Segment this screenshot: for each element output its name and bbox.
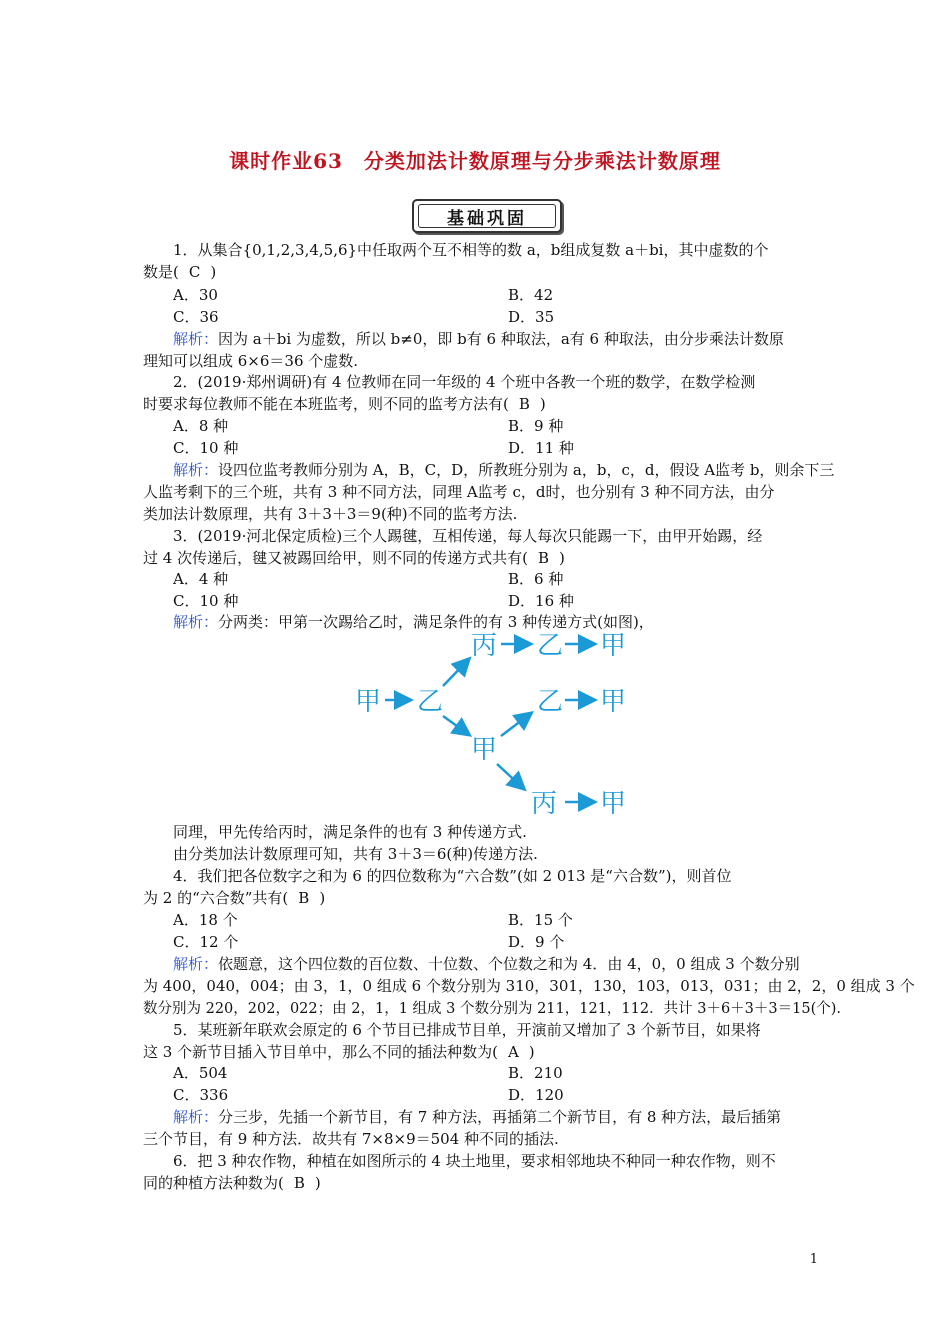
q5-solution-line2: 三个节目，有 9 种方法．故共有 7×8×9＝504 种不同的插法.: [143, 1130, 559, 1148]
tree-node-1: 甲: [355, 687, 382, 717]
q5-answer: A: [507, 1043, 519, 1061]
tree-arrow: [501, 714, 530, 736]
q3-stem-line2: 过 4 次传递后，毽又被踢回给甲，则不同的传递方式共有( B ): [143, 549, 565, 567]
tree-node-2: 乙: [417, 687, 444, 717]
q3-option-d: D．16 种: [508, 592, 574, 610]
tree-node-10: 甲: [600, 789, 627, 819]
q5-option-c: C．336: [173, 1086, 229, 1104]
q1-solution-line2: 理知可以组成 6×6＝36 个虚数.: [143, 352, 359, 370]
q4-answer: B: [298, 889, 310, 907]
q4-stem-line1: 4．我们把各位数字之和为 6 的四位数称为“六合数”(如 2 013 是“六合数”)，则首位: [173, 867, 732, 885]
tree-arrow: [497, 764, 523, 788]
q1-option-a: A．30: [173, 286, 218, 304]
q4-solution-line1: 解析：依题意，这个四位数的百位数、十位数、个位数之和为 4．由 4，0，0 组成 3 个数分别: [173, 955, 800, 973]
q2-option-a: A．8 种: [173, 417, 229, 435]
q5-stem-line1: 5．某班新年联欢会原定的 6 个节目已排成节目单，开演前又增加了 3 个新节目，如果将: [173, 1021, 761, 1039]
q2-stem-line2: 时要求每位教师不能在本班监考，则不同的监考方法有( B ): [143, 395, 546, 413]
q4-option-a: A．18 个: [173, 911, 238, 929]
q3-option-c: C．10 种: [173, 592, 239, 610]
pass-tree-diagram: [355, 630, 635, 820]
q2-option-b: B．9 种: [508, 417, 564, 435]
section-badge: [412, 199, 562, 233]
q3-option-b: B．6 种: [508, 570, 564, 588]
q3-solution-line1: 解析：分两类：甲第一次踢给乙时，满足条件的有 3 种传递方式(如图)，: [173, 613, 654, 631]
q4-option-d: D．9 个: [508, 933, 565, 951]
q2-solution-label: 解析：: [173, 461, 219, 479]
q2-answer: B: [518, 395, 530, 413]
q3-solution-line3: 由分类加法计数原理可知，共有 3＋3＝6(种)传递方法.: [173, 845, 538, 863]
q5-option-a: A．504: [173, 1064, 228, 1082]
q2-stem-line1: 2．(2019·郑州调研)有 4 位教师在同一年级的 4 个班中各教一个班的数学，在数学检测: [173, 373, 756, 391]
tree-node-3: 丙: [471, 631, 498, 661]
q1-stem-line2: 数是( C ): [143, 263, 217, 281]
q1-answer: C: [188, 263, 201, 281]
q4-solution-line3: 数分别为 220，202，022；由 2，1，1 组成 3 个数分别为 211，121，112．共计 3＋6＋3＋3＝15(个).: [143, 1001, 841, 1017]
q1-option-c: C．36: [173, 308, 219, 326]
q3-answer: B: [537, 549, 549, 567]
q5-solution-line1: 解析：分三步，先插一个新节目，有 7 种方法，再插第二个新节目，有 8 种方法，最后插第: [173, 1108, 782, 1126]
q2-option-d: D．11 种: [508, 439, 574, 457]
q5-option-d: D．120: [508, 1086, 564, 1104]
q3-solution-label: 解析：: [173, 613, 219, 631]
q3-stem-line1: 3．(2019·河北保定质检)三个人踢毽，互相传递，每人每次只能踢一下，由甲开始踢，经: [173, 527, 763, 545]
q5-solution-label: 解析：: [173, 1108, 219, 1126]
q5-option-b: B．210: [508, 1064, 563, 1082]
q4-solution-label: 解析：: [173, 955, 219, 973]
q6-answer: B: [293, 1174, 305, 1192]
q3-option-a: A．4 种: [173, 570, 229, 588]
q1-option-b: B．42: [508, 286, 554, 304]
tree-arrow: [443, 716, 468, 734]
q6-stem-line2: 同的种植方法种数为( B ): [143, 1174, 321, 1192]
q1-solution-label: 解析：: [173, 330, 219, 348]
q4-stem-line2: 为 2 的“六合数”共有( B ): [143, 889, 326, 907]
q3-solution-line2: 同理，甲先传给丙时，满足条件的也有 3 种传递方式.: [173, 823, 527, 841]
q4-option-b: B．15 个: [508, 911, 573, 929]
page-title: 课时作业63 分类加法计数原理与分步乘法计数原理: [229, 149, 721, 173]
tree-node-6: 乙: [537, 687, 564, 717]
section-label: 基础巩固: [418, 204, 556, 228]
tree-node-9: 丙: [531, 789, 558, 819]
q2-solution-line3: 类加法计数原理，共有 3＋3＋3＝9(种)不同的监考方法.: [143, 505, 518, 523]
q2-solution-line1: 解析：设四位监考教师分别为 A，B，C，D，所教班分别为 a，b，c，d，假设 A监考 b，则余下三: [173, 461, 835, 479]
q5-stem-line2: 这 3 个新节目插入节目单中，那么不同的插法种数为( A ): [143, 1043, 535, 1061]
tree-node-8: 甲: [471, 735, 498, 765]
q2-solution-line2: 人监考剩下的三个班，共有 3 种不同方法，同理 A监考 c，d时，也分别有 3 种不同方法，由分: [143, 483, 775, 501]
tree-node-4: 乙: [537, 631, 564, 661]
q4-solution-line2: 为 400，040，004；由 3，1，0 组成 6 个数分别为 310，301，130，103，013，031；由 2，2，0 组成 3 个: [143, 977, 915, 995]
q4-option-c: C．12 个: [173, 933, 239, 951]
tree-arrow: [443, 660, 468, 686]
page-number: 1: [809, 1252, 818, 1267]
q1-stem-line1: 1．从集合{0,1,2,3,4,5,6}中任取两个互不相等的数 a，b组成复数 a＋bi，其中虚数的个: [173, 241, 769, 259]
tree-node-5: 甲: [600, 631, 627, 661]
tree-node-7: 甲: [600, 687, 627, 717]
q6-stem-line1: 6．把 3 种农作物，种植在如图所示的 4 块土地里，要求相邻地块不种同一种农作物，则不: [173, 1152, 776, 1170]
q1-solution-line1: 解析：因为 a＋bi 为虚数，所以 b≠0，即 b有 6 种取法，a有 6 种取法，由分步乘法计数原: [173, 330, 784, 348]
q2-option-c: C．10 种: [173, 439, 239, 457]
q1-option-d: D．35: [508, 308, 555, 326]
